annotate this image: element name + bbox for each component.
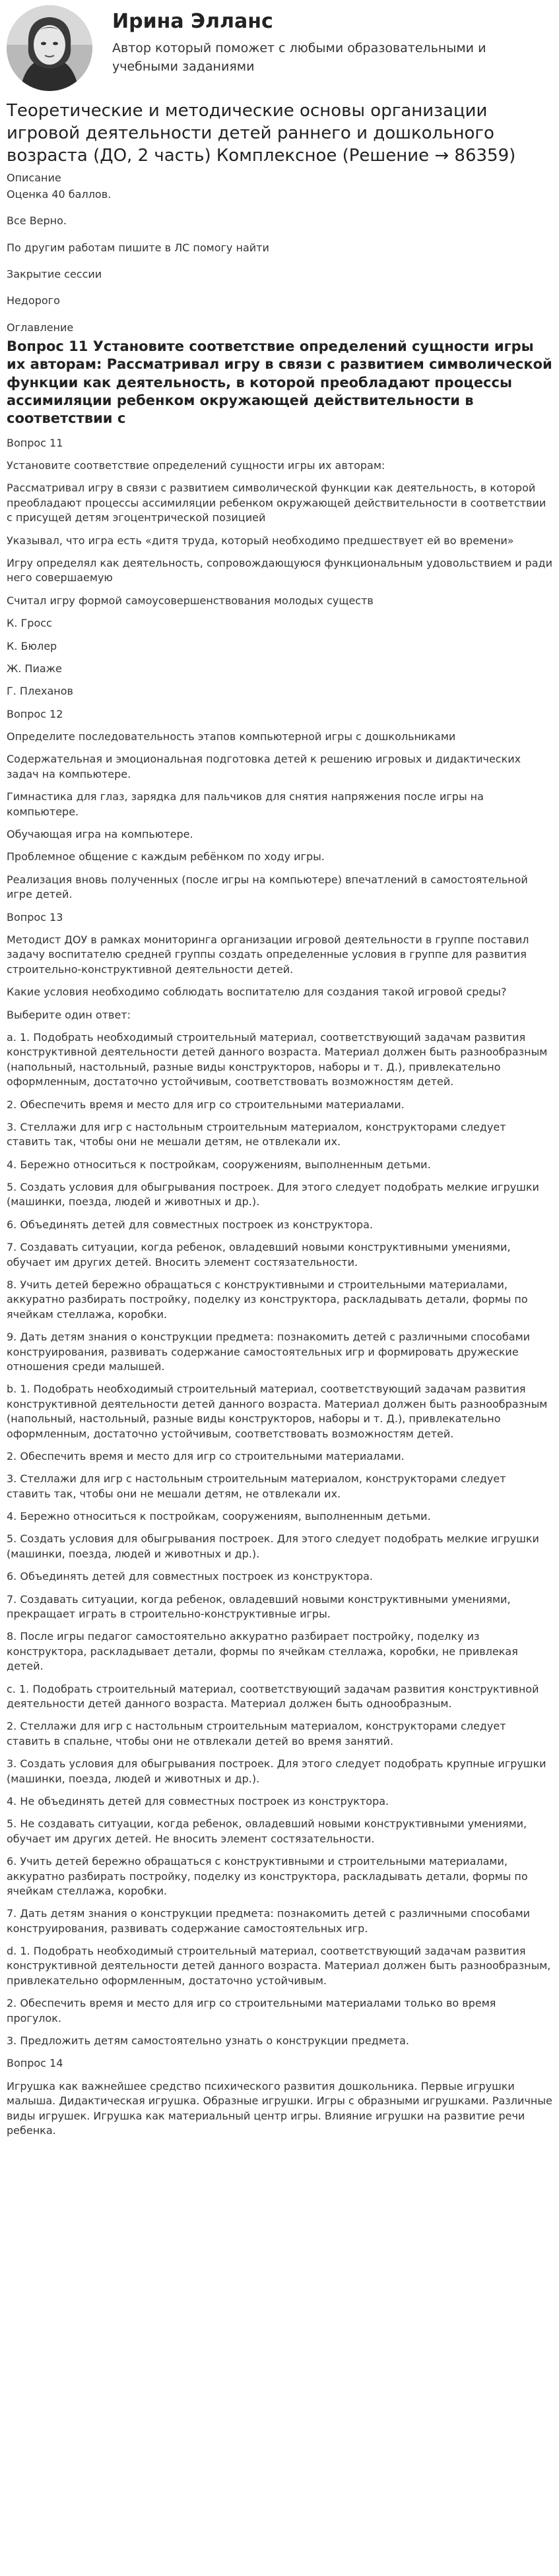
page-title: Теоретические и методические основы организации игровой деятельности детей раннего и дошкольного возраста (ДО, 2 часть) Комплексное (Решение → 86359) xyxy=(7,101,516,166)
paragraph: 6. Объединять детей для совместных построек из конструктора. xyxy=(7,1570,373,1583)
paragraph: 5. Не создавать ситуации, когда ребенок, овладевший новыми конструктивными умениями, обучает им других детей. Не вносить элемент состязательности. xyxy=(7,1817,527,1845)
question-13 xyxy=(7,910,552,2049)
paragraph: Выберите один ответ: xyxy=(7,1008,131,1021)
paragraph: 5. Создать условия для обыгрывания построек. Для этого следует подобрать мелкие игрушки (машинки, поезда, людей и животных и др.). xyxy=(7,1181,539,1209)
paragraph: 6. Объединять детей для совместных построек из конструктора. xyxy=(7,1218,373,1231)
paragraph: 9. Дать детям знания о конструкции предмета: познакомить детей с различными способами конструирования, развивать содержание самостоятельных игр и формировать дружеские отношения среди малышей. xyxy=(7,1331,531,1373)
question-heading: Вопрос 11 Установите соответствие определений сущности игры их авторам: Рассматривал игру в связи с развитием символической функции как деятельность, в которой преобладают процессы ассимиляции ребенком окружающей действительности в соответствии с xyxy=(7,338,552,427)
toc-label: Оглавление xyxy=(7,321,74,334)
paragraph: 2. Обеспечить время и место для игр со строительными материалами только во время прогулок. xyxy=(7,1997,496,2025)
paragraph: 7. Дать детям знания о конструкции предмета: познакомить детей с различными способами конструирования, развивать содержание самостоятельных игр. xyxy=(7,1907,531,1935)
question-12-lines xyxy=(7,730,552,902)
score-text: Оценка 40 баллов. xyxy=(7,187,112,201)
paragraph: Реализация вновь полученных (после игры на компьютере) впечатлений в самостоятельной игре детей. xyxy=(7,873,528,901)
paragraph: 7. Создавать ситуации, когда ребенок, овладевший новыми конструктивными умениями, обучает им других детей. Вносить элемент состязательности. xyxy=(7,1241,511,1269)
author-card xyxy=(7,5,552,91)
cheap-text: Недорого xyxy=(7,294,60,307)
paragraph: 8. Учить детей бережно обращаться с конструктивными и строительными материалами, аккуратно разбирать постройку, поделку из конструктора, раскладывать детали, формы по ячейкам стеллажа, коробки. xyxy=(7,1278,528,1321)
paragraph: Обучающая игра на компьютере. xyxy=(7,828,193,841)
paragraph: 4. Не объединять детей для совместных построек из конструктора. xyxy=(7,1794,389,1807)
question-11 xyxy=(7,436,552,699)
session-text: Закрытие сессии xyxy=(7,267,102,280)
question-label: Вопрос 13 xyxy=(7,910,63,924)
paragraph: 2. Стеллажи для игр с настольным строительным материалом, конструкторами следует ставить в спальне, чтобы они не отвлекали детей во время занятий. xyxy=(7,1720,506,1747)
question-13-lines xyxy=(7,933,552,2048)
paragraph: d. 1. Подобрать необходимый строительный материал, соответствующий задачам развития конструктивной деятельности детей данного возраста. Материал должен быть разнообразным, привлекательно оформленным, достаточно устойчивым. xyxy=(7,1945,551,1987)
paragraph: 8. После игры педагог самостоятельно аккуратно разбирает постройку, поделку из конструктора, раскладывает детали, формы по ячейкам стеллажа, коробки, не привлекая детей. xyxy=(7,1630,518,1673)
question-12 xyxy=(7,707,552,902)
other-works-text: По другим работам пишите в ЛС помогу найти xyxy=(7,241,269,254)
paragraph: 2. Обеспечить время и место для игр со строительными материалами. xyxy=(7,1449,405,1462)
paragraph: Какие условия необходимо соблюдать воспитателю для создания такой игровой среды? xyxy=(7,986,507,999)
paragraph: Ж. Пиаже xyxy=(7,662,62,675)
paragraph: Г. Плеханов xyxy=(7,685,73,698)
paragraph: Игру определял как деятельность, сопровождающуюся функциональным удовольствием и ради него совершаемую xyxy=(7,556,552,584)
avatar-image xyxy=(7,5,92,91)
author-description: Автор который поможет с любыми образовательными и учебными заданиями xyxy=(112,41,486,74)
paragraph: 5. Создать условия для обыгрывания построек. Для этого следует подобрать мелкие игрушки (машинки, поезда, людей и животных и др.). xyxy=(7,1532,539,1560)
author-info xyxy=(112,5,521,76)
all-correct-text: Все Верно. xyxy=(7,214,67,228)
paragraph: c. 1. Подобрать строительный материал, соответствующий задачам развития конструктивной деятельности детей данного возраста. Материал должен быть однообразным. xyxy=(7,1682,539,1710)
paragraph: 4. Бережно относиться к постройкам, сооружениям, выполненным детьми. xyxy=(7,1158,431,1171)
paragraph: Проблемное общение с каждым ребёнком по ходу игры. xyxy=(7,850,325,864)
description-label: Описание xyxy=(7,172,61,185)
paragraph: 3. Создать условия для обыгрывания построек. Для этого следует подобрать крупные игрушки (машинки, поезда, людей и животных и др.). xyxy=(7,1757,546,1785)
question-label: Вопрос 14 xyxy=(7,2057,63,2070)
author-name[interactable]: Ирина Элланс xyxy=(112,10,273,33)
paragraph: 7. Создавать ситуации, когда ребенок, овладевший новыми конструктивными умениями, прекращает играть в строительно-конструктивные игры. xyxy=(7,1592,511,1621)
avatar[interactable] xyxy=(7,5,92,91)
question-14-lines xyxy=(7,2079,552,2139)
question-label: Вопрос 11 xyxy=(7,436,63,449)
paragraph: 6. Учить детей бережно обращаться с конструктивными и строительными материалами, аккуратно разбирать постройку, поделку из конструктора, раскладывать детали, формы по ячейкам стеллажа, коробки. xyxy=(7,1855,528,1897)
paragraph: Определите последовательность этапов компьютерной игры с дошкольниками xyxy=(7,730,456,743)
paragraph: Гимнастика для глаз, зарядка для пальчиков для снятия напряжения после игры на компьютере. xyxy=(7,790,484,818)
paragraph: 3. Стеллажи для игр с настольным строительным материалом, конструкторами следует ставить так, чтобы они не мешали детям, не отвлекали их. xyxy=(7,1472,506,1500)
paragraph: 2. Обеспечить время и место для игр со строительными материалами. xyxy=(7,1098,405,1111)
paragraph: Содержательная и эмоциональная подготовка детей к решению игровых и дидактических задач на компьютере. xyxy=(7,753,521,780)
question-11-lines xyxy=(7,458,552,699)
question-14 xyxy=(7,2056,552,2138)
paragraph: К. Гросс xyxy=(7,617,52,630)
paragraph: Установите соответствие определений сущности игры их авторам: xyxy=(7,459,385,472)
paragraph: 4. Бережно относиться к постройкам, сооружениям, выполненным детьми. xyxy=(7,1510,431,1523)
paragraph: Методист ДОУ в рамках мониторинга организации игровой деятельности в группе поставил задачу воспитателю средней группы создать определенные условия в группе для развития строительно-конструктивной деятельности детей. xyxy=(7,933,529,976)
paragraph: 3. Предложить детям самостоятельно узнать о конструкции предмета. xyxy=(7,2034,409,2048)
meta-section xyxy=(7,171,552,335)
question-label: Вопрос 12 xyxy=(7,707,63,720)
paragraph: b. 1. Подобрать необходимый строительный материал, соответствующий задачам развития конструктивной деятельности детей данного возраста. Материал должен быть разнообразным (напольный, настольный, разные виды конструкторов, наборы и т. Д.), привлекательно оформленным, достаточно устойчивым, соответствовать возможностям детей. xyxy=(7,1383,548,1440)
paragraph: К. Бюлер xyxy=(7,639,57,652)
paragraph: Указывал, что игра есть «дитя труда, который необходимо предшествует ей во времени» xyxy=(7,534,514,547)
paragraph: Рассматривал игру в связи с развитием символической функции как деятельность, в которой преобладают процессы ассимиляции ребенком окружающей действительности в соответствии с присущей детям эгоцентрической позицией xyxy=(7,482,546,524)
paragraph: a. 1. Подобрать необходимый строительный материал, соответствующий задачам развития конструктивной деятельности детей данного возраста. Материал должен быть разнообразным (напольный, настольный, разные виды конструкторов, наборы и т. Д.), привлекательно оформленным, достаточно устойчивым, соответствовать возможностям детей. xyxy=(7,1030,548,1088)
paragraph: Игрушка как важнейшее средство психического развития дошкольника. Первые игрушки малыша. Дидактическая игрушка. Образные игрушки. Игры с образными игрушками. Различные виды игрушек. Игрушка как материальный центр игры. Влияние игрушки на развитие речи ребенка. xyxy=(7,2079,552,2137)
paragraph: 3. Стеллажи для игр с настольным строительным материалом, конструкторами следует ставить так, чтобы они не мешали детям, не отвлекали их. xyxy=(7,1120,506,1148)
paragraph: Считал игру формой самоусовершенствования молодых существ xyxy=(7,594,374,607)
